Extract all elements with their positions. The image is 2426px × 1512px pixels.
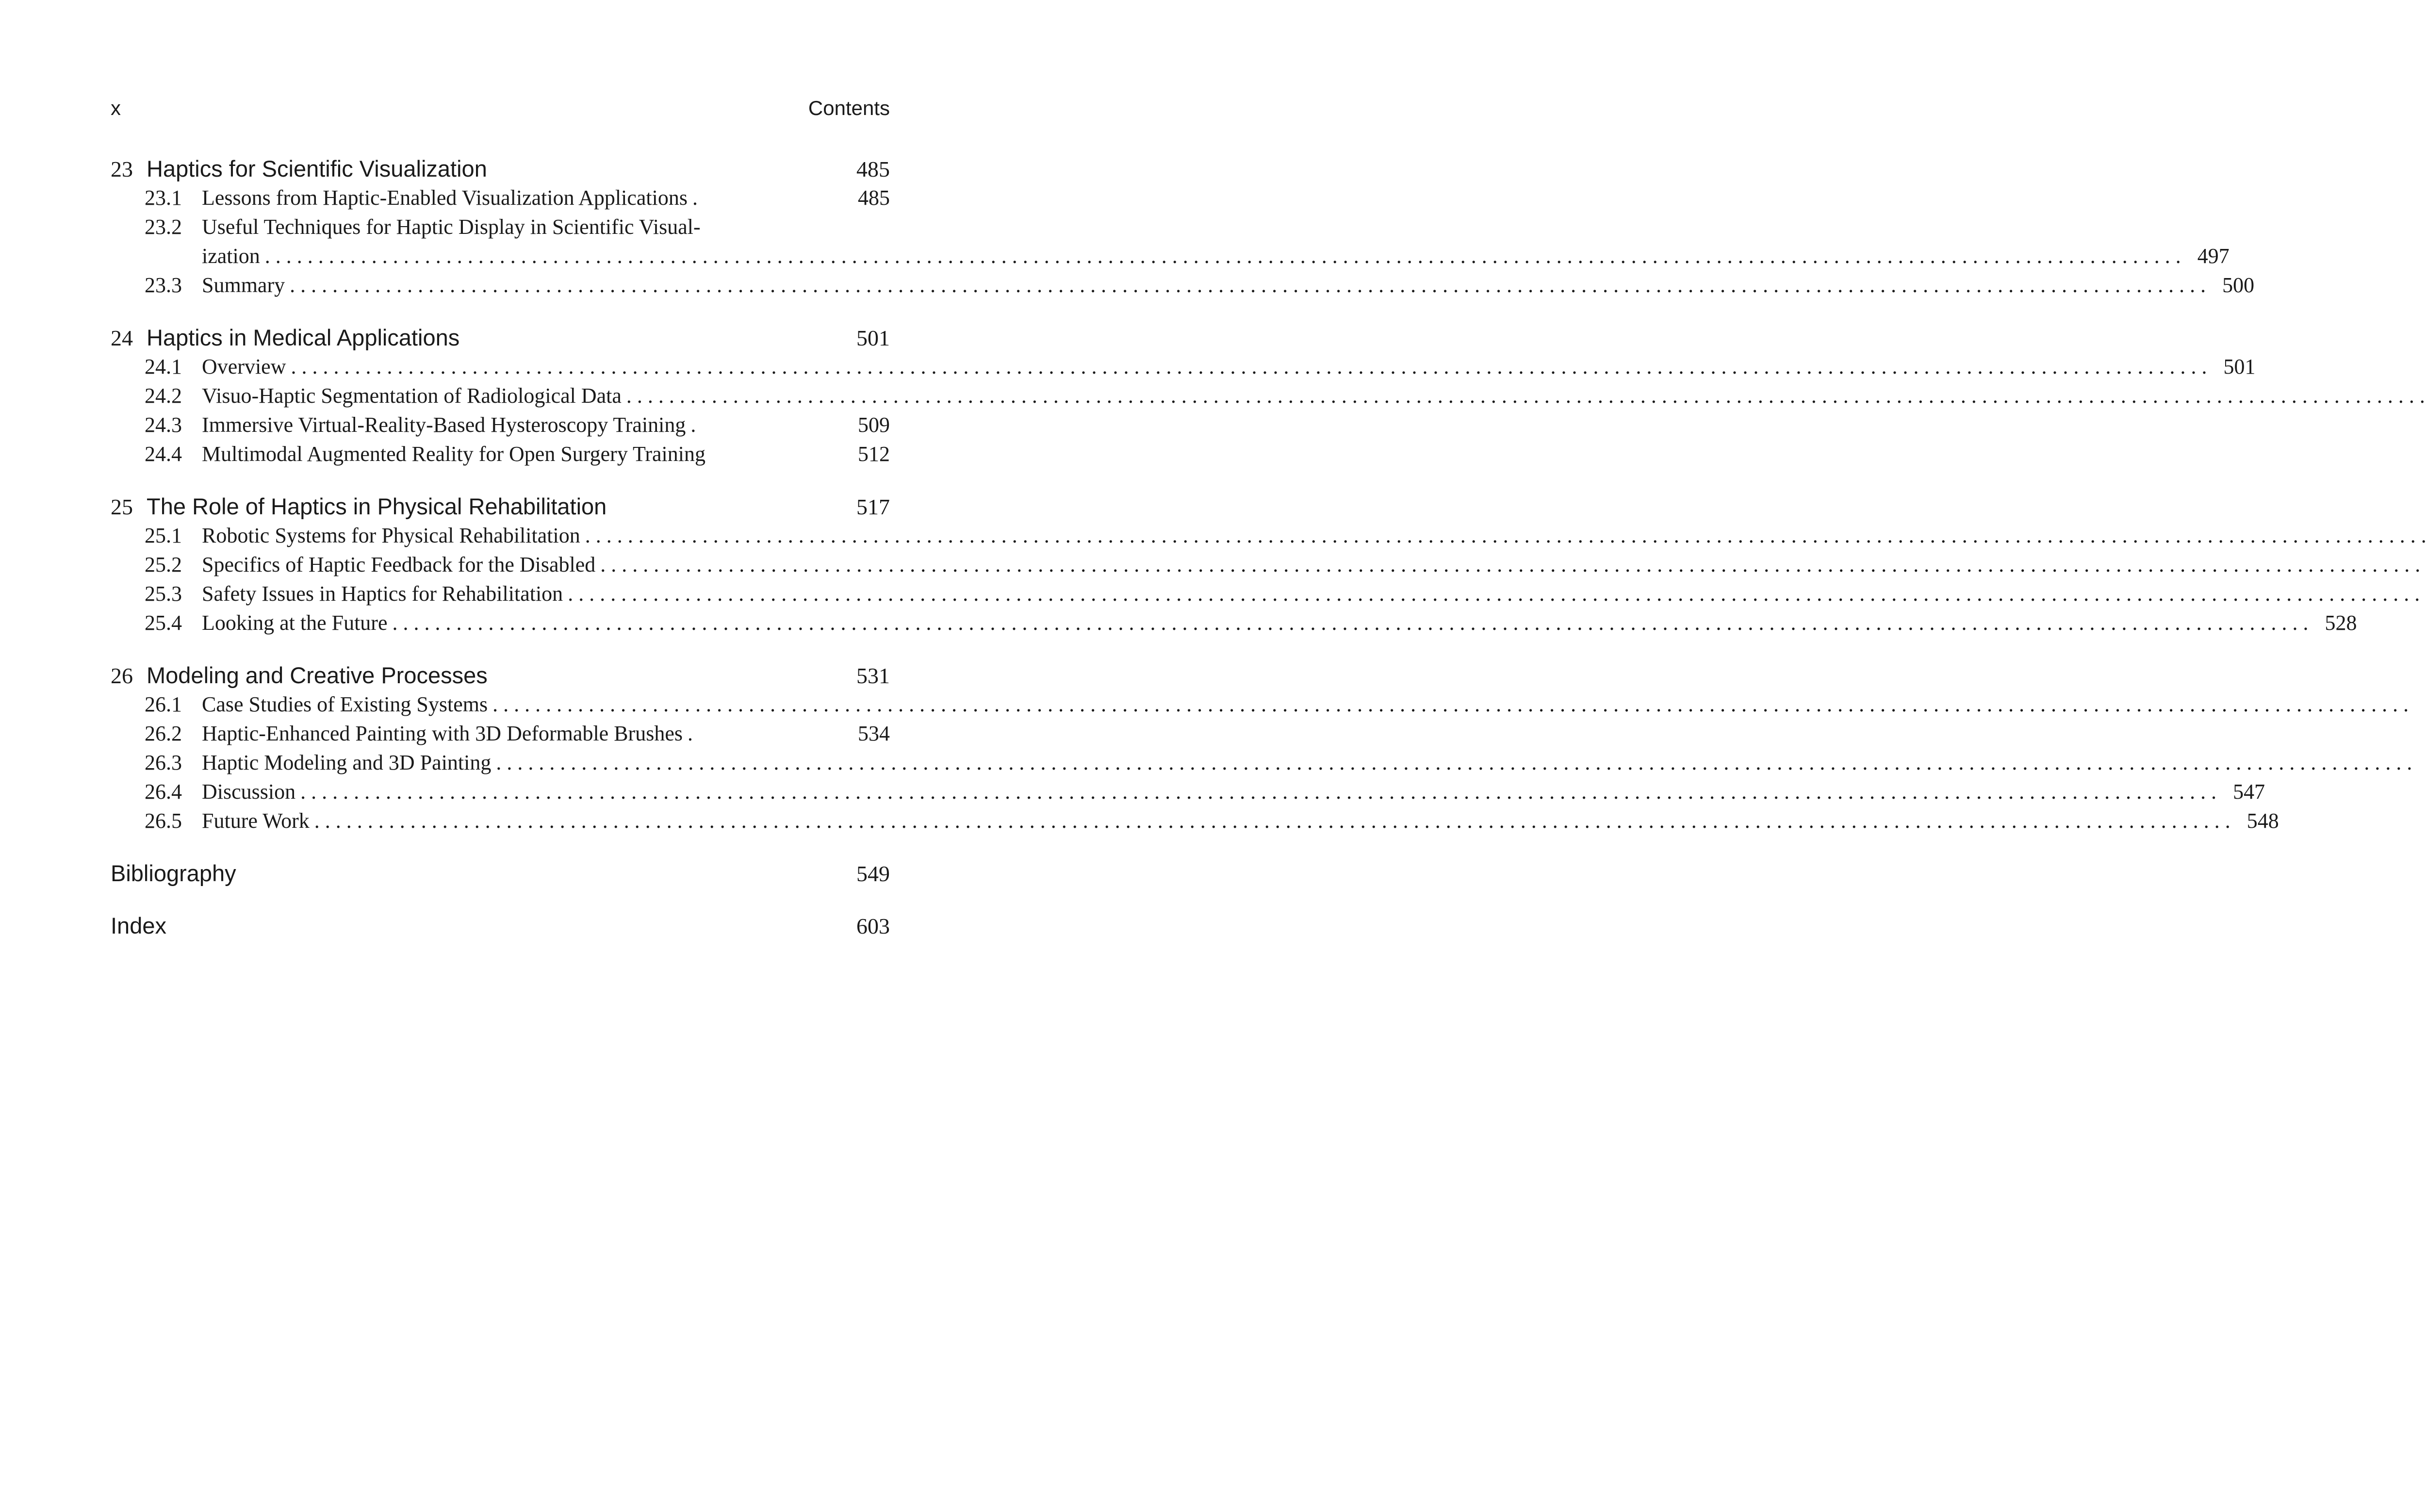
section-title: Lessons from Haptic-Enabled Visualization Applications	[202, 186, 688, 210]
page-number: x	[111, 97, 121, 119]
leader-dots	[595, 550, 2426, 579]
leader-dots: .	[692, 186, 705, 210]
section-number: 25.1	[145, 524, 182, 547]
section-page: 485	[858, 186, 890, 210]
section-page: 509	[858, 413, 890, 437]
section-page	[2409, 690, 2426, 719]
section-number: 23.3	[145, 273, 182, 297]
leader-dots	[622, 381, 2426, 411]
section-title: Safety Issues in Haptics for Rehabilitation	[202, 582, 563, 606]
leader-dots	[260, 242, 2181, 271]
section-number: 25.4	[145, 611, 182, 635]
chapter-page: 485	[856, 157, 890, 181]
chapter-page: 517	[856, 494, 890, 519]
chapter-number: 26	[111, 663, 133, 688]
leader-dots	[285, 271, 2206, 300]
section-page: 534	[858, 722, 890, 745]
section-title: Robotic Systems for Physical Rehabilitation	[202, 524, 580, 547]
section-page: 497	[2197, 244, 2229, 268]
chapter-title: Haptics in Medical Applications	[147, 325, 460, 350]
running-title: Contents	[808, 97, 890, 119]
leader-dots	[580, 521, 2426, 550]
chapter-heading[interactable]	[111, 323, 890, 352]
section-page: 500	[2222, 273, 2255, 297]
chapter-title: Haptics for Scientific Visualization	[147, 156, 487, 181]
section-entry[interactable]	[111, 579, 890, 608]
chapter-number: 24	[111, 326, 133, 350]
section-number: 26.3	[145, 751, 182, 774]
leader-dots: .	[687, 722, 700, 745]
section-number: 23.1	[145, 186, 182, 210]
section-title: Visuo-Haptic Segmentation of Radiological Data	[202, 384, 622, 408]
section-number: 26.5	[145, 809, 182, 833]
index-title: Index	[111, 913, 166, 938]
section-number: 24.2	[145, 384, 182, 408]
section-number: 24.4	[145, 442, 182, 466]
section-title: Specifics of Haptic Feedback for the Disabled	[202, 553, 596, 576]
section-entry[interactable]	[111, 521, 890, 550]
section-entry-continuation[interactable]	[111, 242, 2229, 271]
section-title: Immersive Virtual-Reality-Based Hysteroscopy Training	[202, 413, 686, 437]
section-entry[interactable]	[111, 352, 2256, 381]
chapter-title: Modeling and Creative Processes	[147, 662, 488, 688]
chapter-page: 531	[856, 663, 890, 688]
section-entry[interactable]	[111, 748, 890, 777]
section-title: Haptic-Enhanced Painting with 3D Deformable Brushes	[202, 722, 683, 745]
section-entry[interactable]	[111, 440, 890, 469]
index-entry[interactable]	[111, 911, 890, 940]
section-entry[interactable]	[111, 411, 890, 440]
section-title: Case Studies of Existing Systems	[202, 692, 488, 716]
section-page: 547	[2233, 780, 2265, 804]
chapter-page: 501	[856, 326, 890, 350]
chapter-number: 23	[111, 157, 133, 181]
section-title: Future Work	[202, 809, 310, 833]
leader-dots	[563, 579, 2426, 608]
section-title: Overview	[202, 355, 286, 378]
section-title: Multimodal Augmented Reality for Open Surgery Training	[202, 442, 705, 466]
leader-dots	[491, 748, 2412, 777]
chapter-number: 25	[111, 494, 133, 519]
section-number: 25.3	[145, 582, 182, 606]
table-of-contents	[111, 154, 2357, 964]
chapter-26	[111, 661, 2279, 836]
section-entry[interactable]	[111, 608, 2357, 638]
section-title: Summary	[202, 273, 285, 297]
section-title: Useful Techniques for Haptic Display in Scientific Visual-	[202, 215, 701, 239]
section-number: 24.1	[145, 355, 182, 378]
index-page: 603	[856, 914, 890, 938]
chapter-title: The Role of Haptics in Physical Rehabilitation	[147, 493, 607, 519]
chapter-heading[interactable]	[111, 154, 890, 183]
section-entry[interactable]	[111, 806, 2279, 836]
leader-dots: .	[690, 413, 704, 437]
bibliography-entry[interactable]	[111, 859, 890, 888]
section-page: 512	[858, 442, 890, 466]
leader-dots	[388, 608, 2309, 638]
chapter-25	[111, 492, 2357, 638]
section-page: 501	[2223, 355, 2256, 378]
leader-dots	[488, 690, 2409, 719]
section-title-continuation: ization	[202, 244, 260, 268]
section-entry[interactable]	[111, 213, 890, 242]
section-entry[interactable]	[111, 719, 890, 748]
chapter-23	[111, 154, 2255, 300]
bibliography-page: 549	[856, 861, 890, 886]
section-title: Discussion	[202, 780, 296, 804]
bibliography-title: Bibliography	[111, 860, 236, 886]
section-entry[interactable]	[111, 550, 890, 579]
section-entry[interactable]	[111, 183, 890, 213]
section-number: 25.2	[145, 553, 182, 576]
section-number: 23.2	[145, 215, 182, 239]
running-header	[111, 95, 890, 121]
section-number: 26.2	[145, 722, 182, 745]
section-page: 528	[2325, 611, 2357, 635]
section-entry[interactable]	[111, 271, 2255, 300]
section-number: 24.3	[145, 413, 182, 437]
section-title: Haptic Modeling and 3D Painting	[202, 751, 492, 774]
leader-dots	[286, 352, 2207, 381]
section-title: Looking at the Future	[202, 611, 388, 635]
section-entry[interactable]	[111, 690, 890, 719]
section-page: 548	[2246, 809, 2279, 833]
section-entry[interactable]	[111, 381, 890, 411]
chapter-heading[interactable]	[111, 492, 890, 521]
section-number: 26.1	[145, 692, 182, 716]
chapter-heading[interactable]	[111, 661, 890, 690]
section-number: 26.4	[145, 780, 182, 804]
section-entry[interactable]	[111, 777, 2265, 806]
section-page	[2412, 748, 2426, 777]
leader-dots	[310, 806, 2230, 836]
leader-dots	[295, 777, 2216, 806]
chapter-24	[111, 323, 2256, 469]
